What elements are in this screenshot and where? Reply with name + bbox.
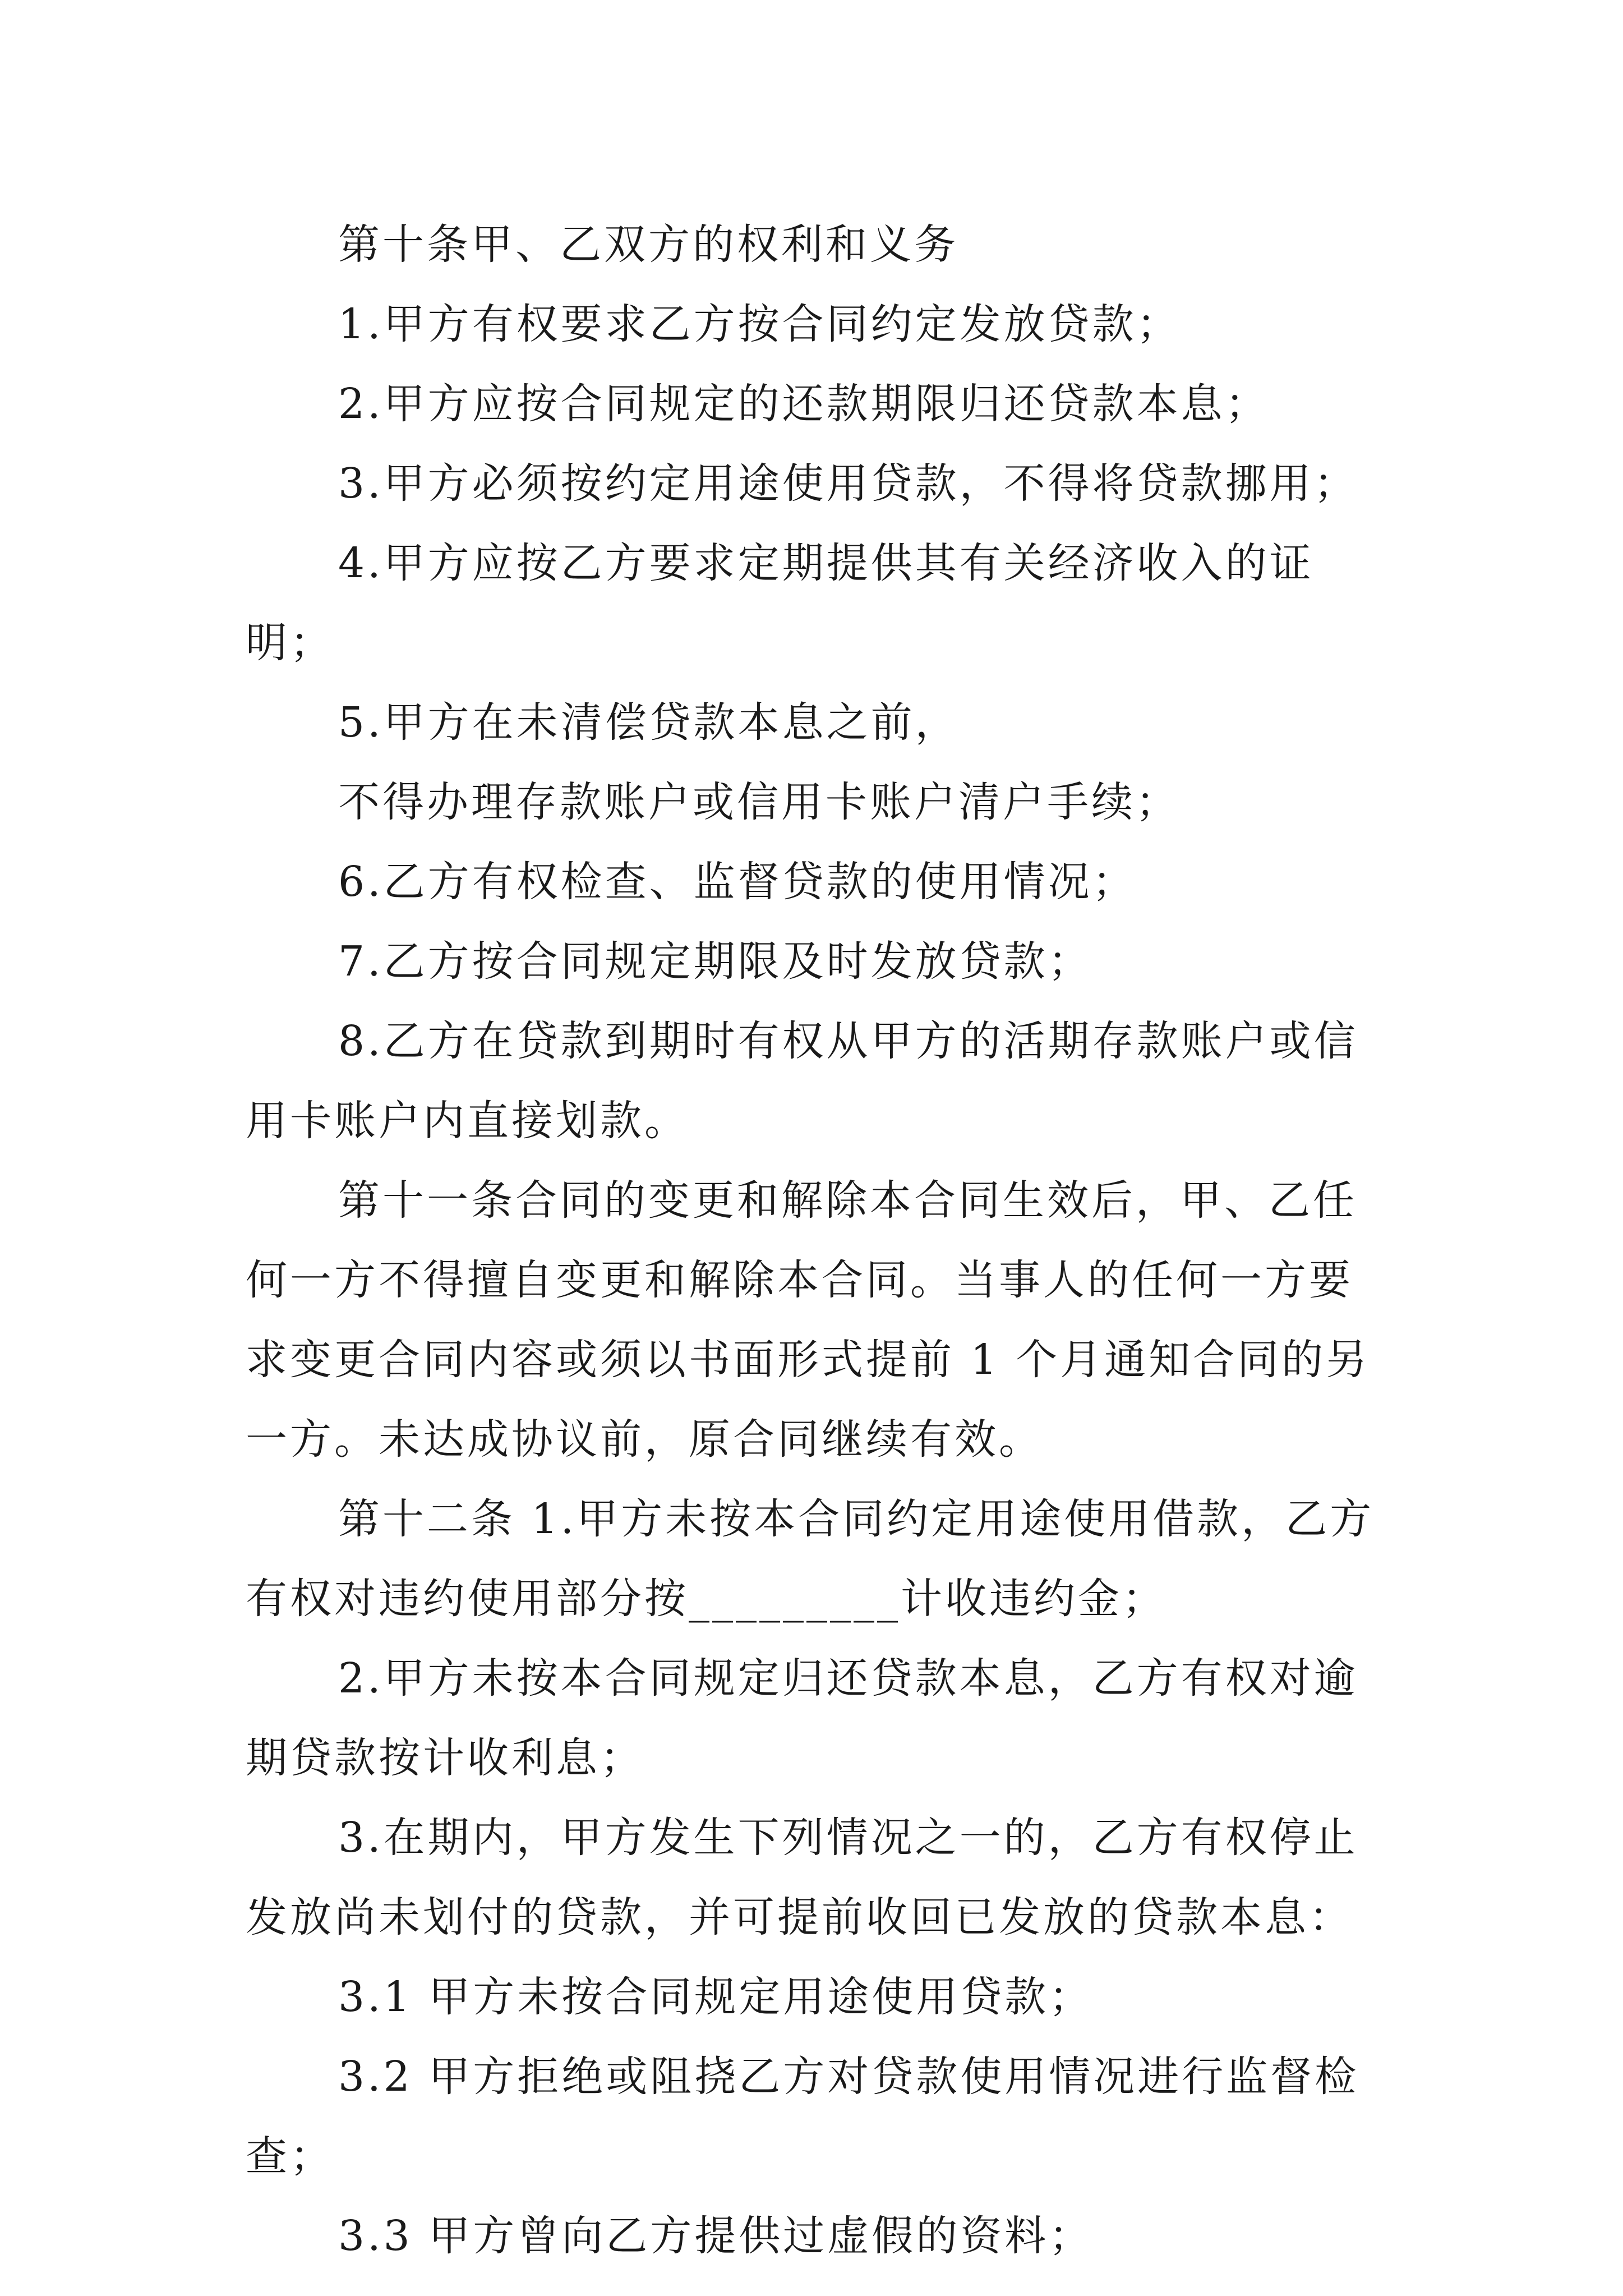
article-12-item-2: 2.甲方未按本合同规定归还贷款本息，乙方有权对逾期贷款按计收利息； (246, 1654, 1358, 1782)
article-12-text-after-blank: 计收违约金； (901, 1575, 1166, 1623)
article-12-item-3-1: 3.1 甲方未按合同规定用途使用贷款； (338, 1973, 1094, 2021)
document-body (246, 205, 1384, 2276)
article-12-item-1 (246, 1479, 1384, 1639)
article-10-item-6: 6.乙方有权检查、监督贷款的使用情况； (338, 858, 1137, 906)
article-12-item-3-2: 3.2 甲方拒绝或阻挠乙方对贷款使用情况进行监督检查； (246, 2053, 1359, 2180)
article-12-item-3: 3.在期内，甲方发生下列情况之一的，乙方有权停止发放尚未划付的贷款，并可提前收回已发放的贷款本息： (246, 1814, 1358, 1941)
article-12-text-before-blank: 第十二条 1.甲方未按本合同约定用途使用借款，乙方有权对违约使用部分按 (246, 1495, 1375, 1623)
article-10-item-2: 2.甲方应按合同规定的还款期限归还贷款本息； (338, 380, 1270, 428)
article-10-heading: 第十条甲、乙双方的权利和义务 (338, 220, 958, 269)
article-10-item-8: 8.乙方在贷款到期时有权从甲方的活期存款账户或信用卡账户内直接划款。 (246, 1017, 1358, 1145)
article-10-item-7: 7.乙方按合同规定期限及时发放贷款； (338, 937, 1092, 986)
article-10-item-5: 5.甲方在未清偿贷款本息之前， (338, 698, 960, 747)
article-10-item-4: 4.甲方应按乙方要求定期提供其有关经济收入的证明； (246, 539, 1314, 667)
article-10-item-5-continued: 不得办理存款账户或信用卡账户清户手续； (338, 778, 1180, 826)
article-11: 第十一条合同的变更和解除本合同生效后，甲、乙任何一方不得擅自变更和解除本合同。当事人的任何一方要求变更合同内容或须以书面形式提前 1 个月通知合同的另一方。未达成协议前，原合同继续有效。 (246, 1176, 1371, 1464)
article-12-item-3-3: 3.3 甲方曾向乙方提供过虚假的资料； (338, 2212, 1094, 2260)
article-10-item-1: 1.甲方有权要求乙方按合同约定发放贷款； (338, 300, 1181, 348)
penalty-rate-blank: _________ (689, 1575, 901, 1623)
article-10-item-3: 3.甲方必须按约定用途使用贷款，不得将贷款挪用； (338, 459, 1358, 508)
